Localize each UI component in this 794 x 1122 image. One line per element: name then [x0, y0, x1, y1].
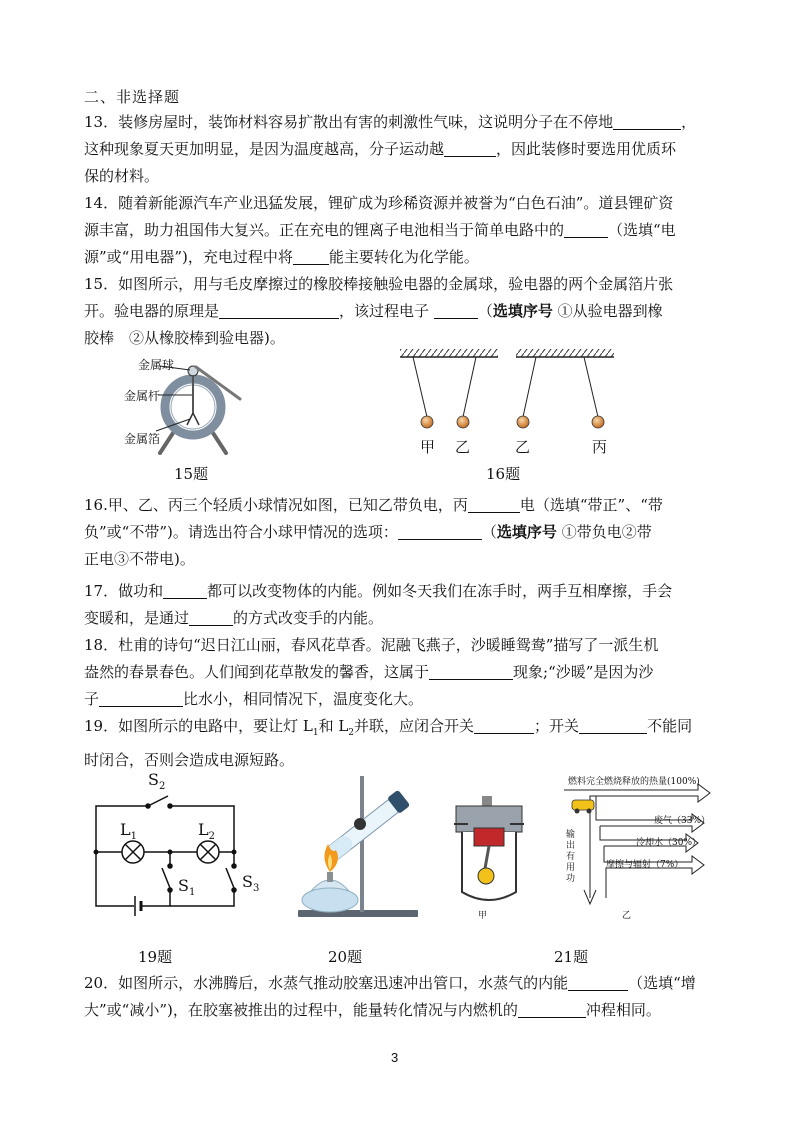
label-l2: $L_2$ — [198, 820, 215, 843]
blank-17-2[interactable] — [189, 609, 233, 626]
blank-16-2[interactable] — [398, 523, 482, 540]
blank-19-1[interactable] — [474, 717, 534, 734]
caption-19: 19题 — [138, 948, 173, 966]
ball-label-yi-1: 乙 — [455, 438, 471, 456]
energy-waste-gas-label: 废气（33%） — [654, 816, 711, 826]
energy-friction-label: 摩擦与辐射（7%） — [606, 860, 684, 870]
energy-label-yi: 乙 — [622, 911, 632, 921]
label-s3: $S_3$ — [242, 872, 260, 895]
section-title: 二、非选择题 — [84, 88, 181, 106]
blank-13-2[interactable] — [444, 140, 496, 157]
ball-label-yi-2: 乙 — [515, 438, 531, 456]
blank-20-1[interactable] — [568, 974, 628, 991]
page-number: 3 — [391, 1050, 399, 1065]
question-13: 13．装修房屋时，装饰材料容易扩散出有害的刺激性气味，这说明分子在不停地 ， 这种现象夏天更加明显，是因为温度越高，分子运动越 ，因此装修时要选用优质环 保的材料。 — [84, 113, 697, 185]
question-20: 20．如图所示，水沸腾后，水蒸气推动胶塞迅速冲出管口，水蒸气的内能 （选填“增 大”或“减小”)，在胶塞被推出的过程中，能量转化情况与内燃机的 冲程相同。 — [84, 974, 696, 1019]
label-s2: $S_2$ — [148, 770, 166, 793]
blank-14-1[interactable] — [564, 221, 608, 238]
label-metal-ball: 金属球 — [138, 358, 175, 372]
blank-18-2[interactable] — [99, 690, 183, 707]
blank-17-1[interactable] — [163, 582, 207, 599]
engine-label-jia: 甲 — [478, 911, 488, 921]
label-l1: $L_1$ — [120, 820, 137, 843]
caption-20: 20题 — [328, 948, 363, 966]
blank-15-2[interactable] — [434, 302, 478, 319]
caption-16: 16题 — [486, 465, 521, 483]
caption-15: 15题 — [174, 465, 209, 483]
question-16: 16.甲、乙、丙三个轻质小球情况如图，已知乙带负电，丙 电（选填“带正”、“带 负”或“不带”)。请选出符合小球甲情况的选项： （选填序号 ①带负电②带 正电③不带电)。 — [84, 496, 663, 568]
ball-label-bing: 丙 — [592, 438, 608, 456]
caption-21: 21题 — [554, 948, 589, 966]
circuit-figure — [88, 792, 258, 922]
blank-15-1[interactable] — [219, 302, 339, 319]
blank-20-2[interactable] — [518, 1001, 586, 1018]
blank-14-2[interactable] — [293, 248, 329, 265]
energy-useful-label: 输 出 有 用 功 — [566, 830, 576, 884]
blank-18-1[interactable] — [429, 663, 513, 680]
blank-13-1[interactable] — [613, 113, 681, 130]
energy-cooling-label: 冷却水（30%） — [636, 838, 702, 848]
question-17: 17．做功和 都可以改变物体的内能。例如冬天我们在冻手时，两手互相摩擦，手会 变暖和，是通过 的方式改变手的内能。 — [84, 582, 673, 627]
label-metal-foil: 金属箔 — [124, 432, 161, 446]
hanging-balls-figure — [398, 345, 618, 435]
ball-label-jia: 甲 — [420, 438, 436, 456]
blank-19-2[interactable] — [579, 717, 647, 734]
engine-cylinder-figure — [444, 796, 534, 906]
label-s1: $S_1$ — [178, 876, 196, 899]
blank-16-1[interactable] — [468, 496, 520, 513]
question-19: 19．如图所示的电路中，要让灯 $L_1$和 $L_2$并联，应闭合开关 ；开关 不能同 时闭合，否则会造成电源短路。 — [84, 717, 693, 769]
boiling-tube-figure — [290, 772, 420, 922]
energy-total-label: 燃料完全燃烧释放的热量(100%) — [568, 777, 700, 787]
label-metal-rod: 金属杆 — [124, 389, 161, 403]
question-14: 14．随着新能源汽车产业迅猛发展，锂矿成为珍稀资源并被誉为“白色石油”。道县锂矿资 源丰富，助力祖国伟大复兴。正在充电的锂离子电池相当于简单电路中的 （选填“电 源”或“用电器”)，充电过程中将 能主要转化为化学能。 — [84, 194, 676, 266]
question-15: 15．如图所示，用与毛皮摩擦过的橡胶棒接触验电器的金属球，验电器的两个金属箔片张 开。验电器的原理是 ，该过程电子 （选填序号 ①从验电器到橡 胶棒 ②从橡胶棒到验电器)。 — [84, 275, 674, 347]
question-18: 18．杜甫的诗句“迟日江山丽，春风花草香。泥融飞燕子，沙暖睡鸳鸯”描写了一派生机 盎然的春景春色。人们闻到花草散发的馨香，这属于 现象;“沙暖”是因为沙 子 比水小，相同情况下，温度变化大。 — [84, 636, 659, 708]
